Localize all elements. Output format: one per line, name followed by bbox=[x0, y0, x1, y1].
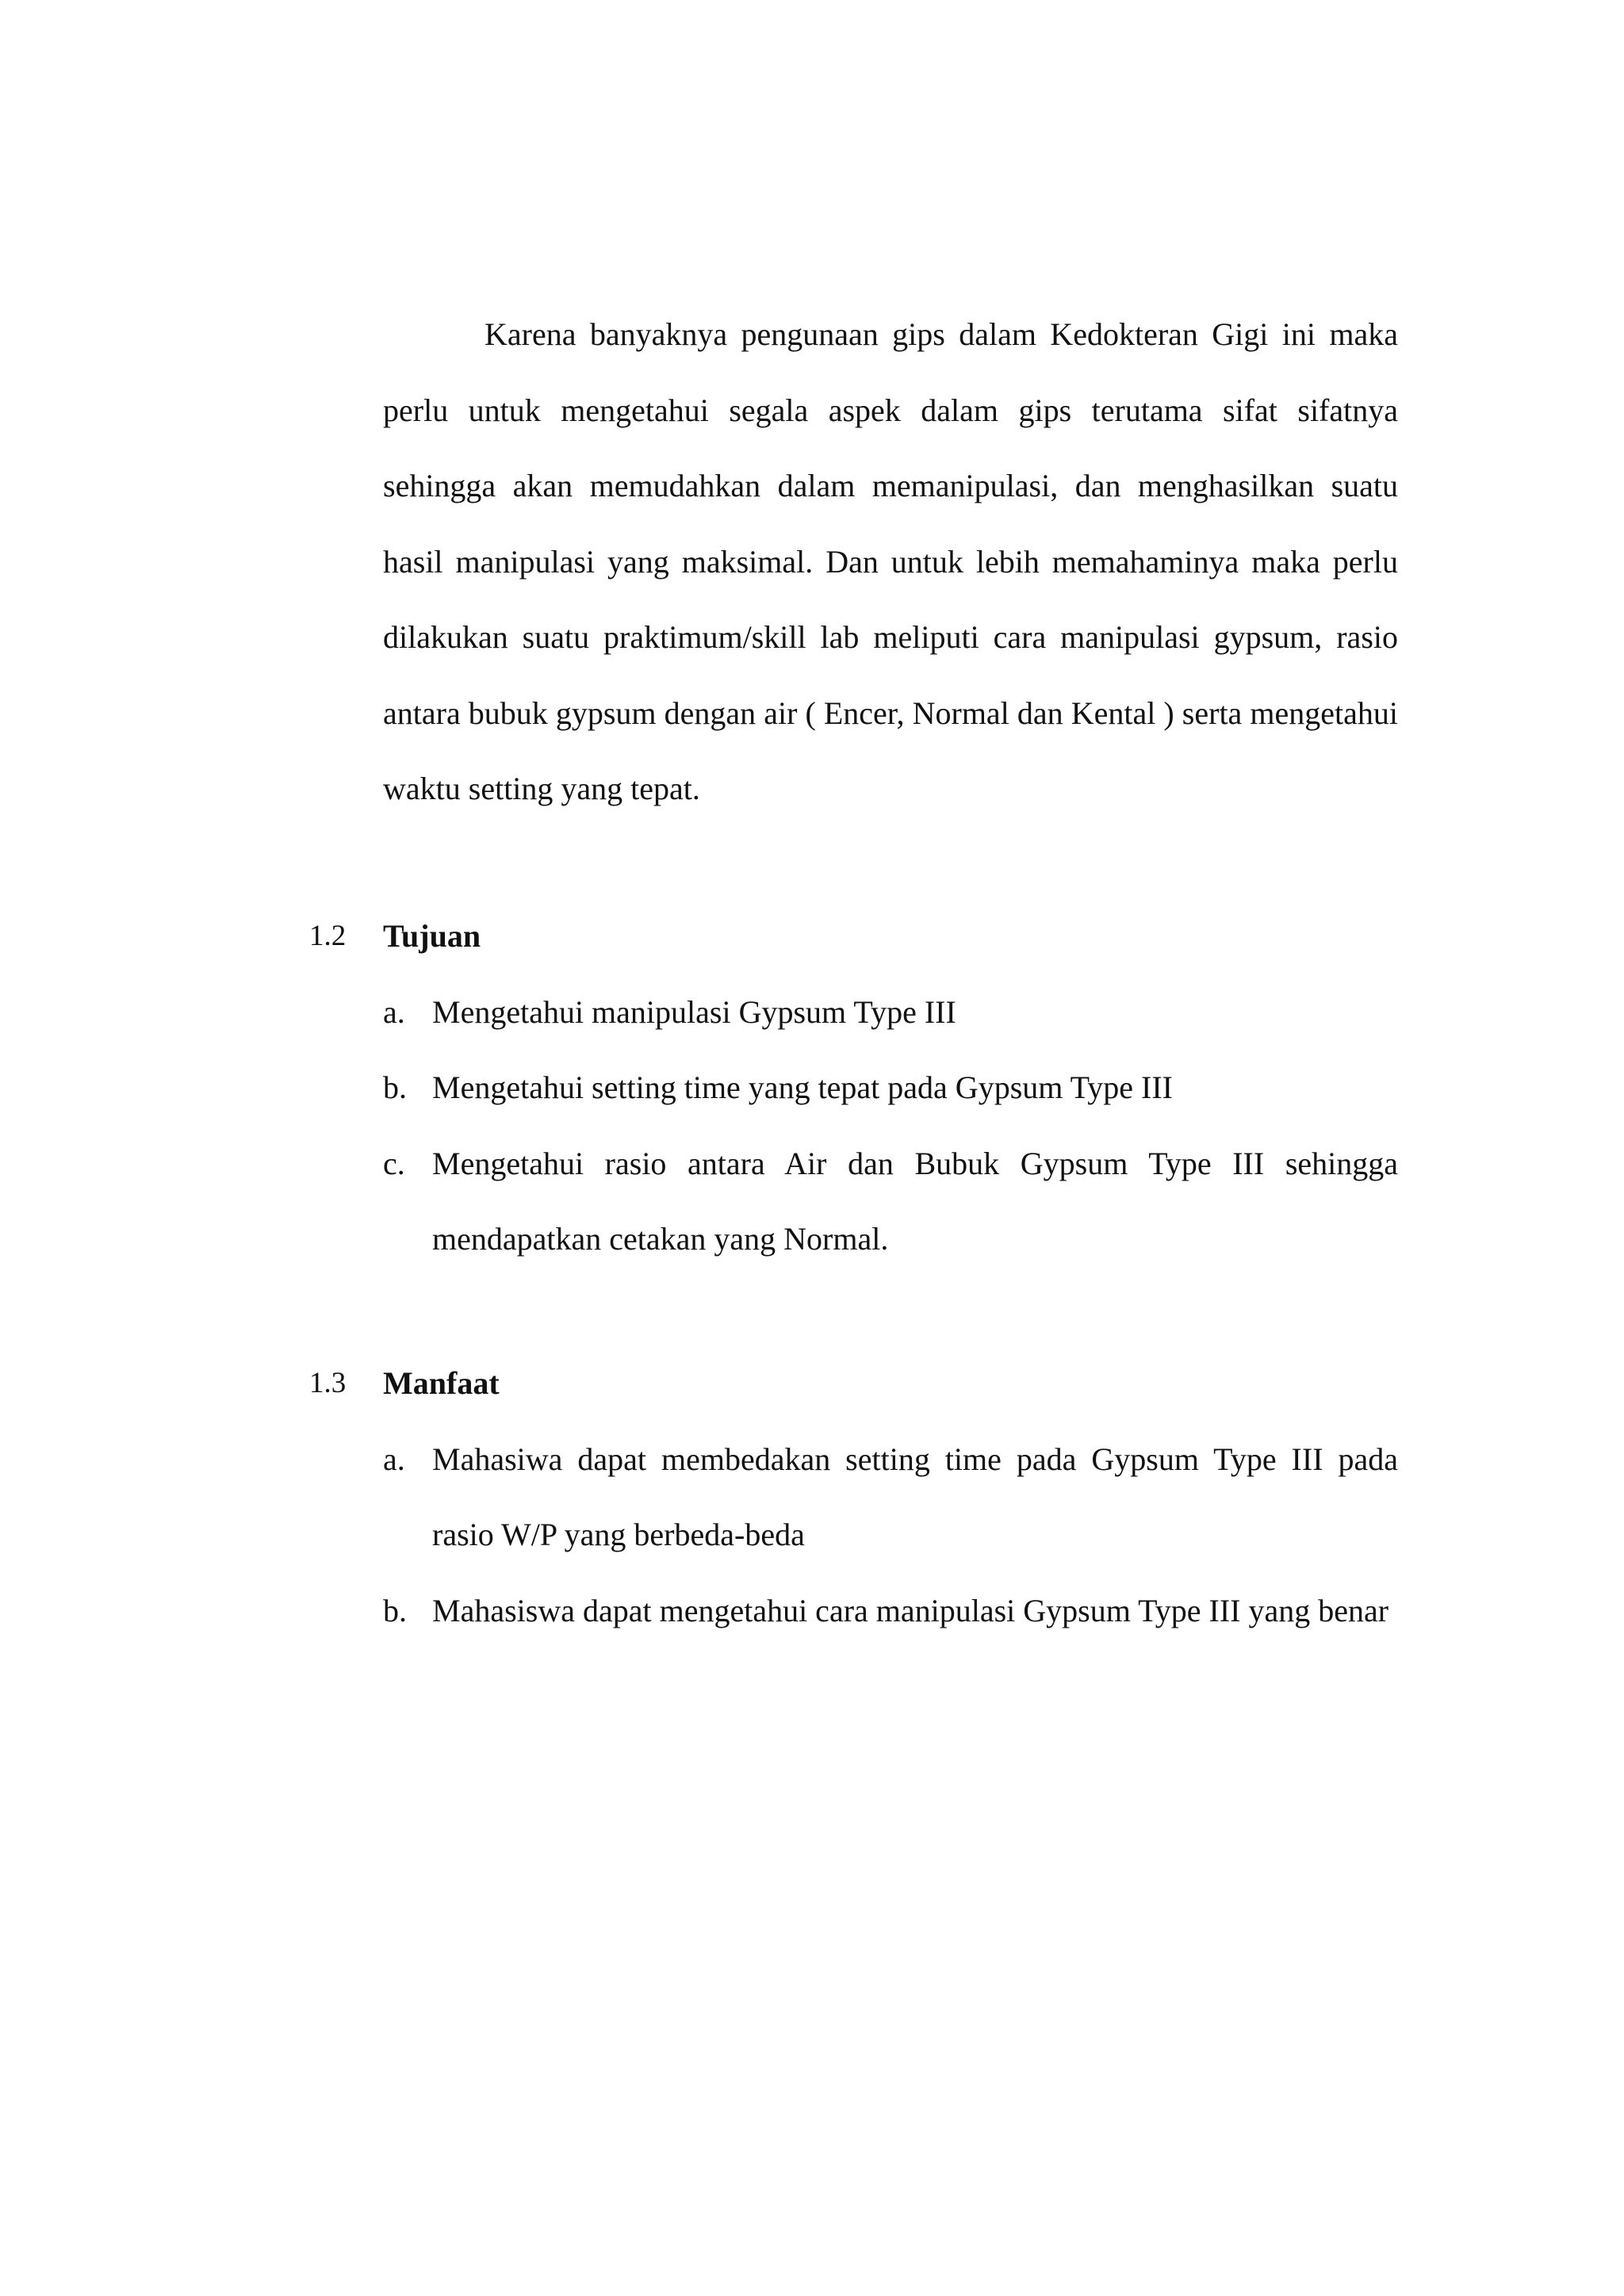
section-number: 1.3 bbox=[309, 1367, 347, 1399]
list-item-text: Mahasiswa dapat mengetahui cara manipulasi Gypsum Type III yang benar bbox=[432, 1592, 1389, 1628]
list-item-text: Mengetahui manipulasi Gypsum Type III bbox=[432, 993, 956, 1030]
list-item bbox=[383, 974, 1398, 1050]
list-marker: b. bbox=[383, 1070, 407, 1105]
list-item-text: Mengetahui rasio antara Air dan Bubuk Gypsum Type III sehingga mendapatkan cetakan yang Normal. bbox=[432, 1145, 1398, 1257]
section-number: 1.2 bbox=[309, 920, 347, 952]
list-marker: a. bbox=[383, 993, 405, 1030]
intro-paragraph: Karena banyaknya pengunaan gips dalam Kedokteran Gigi ini maka perlu untuk mengetahui segala aspek dalam gips terutama sifat sifatnya sehingga akan memudahkan dalam memanipulasi, dan menghasilkan suatu hasil manipulasi yang maksimal. Dan untuk lebih memahaminya maka perlu dilakukan suatu praktimum/skill lab meliputi cara manipulasi gypsum, rasio antara bubuk gypsum dengan air ( Encer, Normal dan Kental ) serta mengetahui waktu setting yang tepat. bbox=[383, 316, 1398, 806]
section-title: Manfaat bbox=[383, 1365, 500, 1401]
manfaat-list bbox=[309, 1422, 1398, 1649]
list-item bbox=[383, 1422, 1398, 1573]
list-item bbox=[383, 1573, 1398, 1649]
section-title: Tujuan bbox=[383, 918, 481, 954]
list-marker: b. bbox=[383, 1592, 407, 1628]
section-heading bbox=[309, 1345, 1398, 1422]
list-item-text: Mengetahui setting time yang tepat pada Gypsum Type III bbox=[432, 1070, 1174, 1105]
list-item-text: Mahasiwa dapat membedakan setting time pada Gypsum Type III pada rasio W/P yang berbeda-beda bbox=[432, 1441, 1398, 1552]
section-manfaat bbox=[309, 1345, 1398, 1648]
list-marker: c. bbox=[383, 1145, 405, 1181]
list-marker: a. bbox=[383, 1441, 405, 1477]
section-heading bbox=[309, 898, 1398, 974]
list-item bbox=[383, 1050, 1398, 1126]
section-tujuan bbox=[309, 898, 1398, 1277]
tujuan-list bbox=[309, 974, 1398, 1277]
list-item bbox=[383, 1126, 1398, 1277]
